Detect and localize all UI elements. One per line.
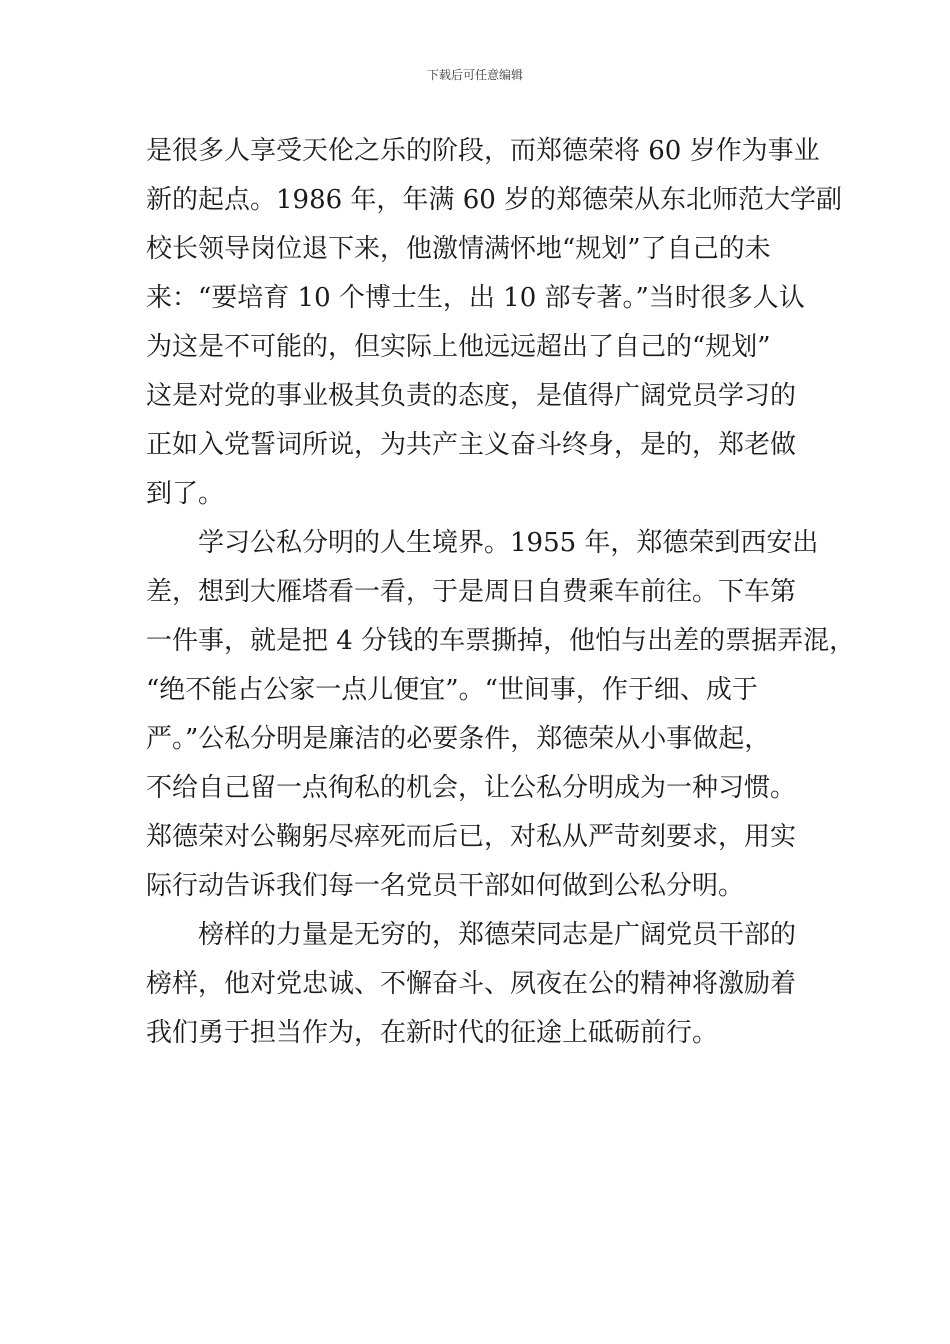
text-line: 际行动告诉我们每一名党员干部如何做到公私分明。 (146, 871, 745, 901)
text-line: 郑德荣对公鞠躬尽瘁死而后已，对私从严苛刻要求，用实 (146, 822, 797, 852)
text-line: 新的起点。1986 年，年满 60 岁的郑德荣从东北师范大学副 (146, 185, 843, 215)
text-line: 是很多人享受天伦之乐的阶段，而郑德荣将 60 岁作为事业 (146, 136, 820, 166)
text-line: 正如入党誓词所说，为共产主义奋斗终身，是的，郑老做 (146, 430, 797, 460)
text-line: 榜样的力量是无穷的，郑德荣同志是广阔党员干部的 (198, 920, 797, 950)
page-header: 下载后可任意编辑 (426, 68, 523, 82)
text-line: 这是对党的事业极其负责的态度，是值得广阔党员学习的 (146, 381, 797, 411)
text-line: 校长领导岗位退下来，他激情满怀地“规划”了自己的未 (146, 234, 771, 264)
text-line: 一件事，就是把 4 分钱的车票撕掉，他怕与出差的票据弄混， (146, 626, 856, 656)
text-line: 到了。 (146, 479, 225, 509)
text-line: 为这是不可能的，但实际上他远远超出了自己的“规划” (146, 332, 771, 362)
document-body (146, 127, 856, 1058)
text-line: 不给自己留一点徇私的机会，让公私分明成为一种习惯。 (146, 773, 797, 803)
text-line: 差，想到大雁塔看一看，于是周日自费乘车前往。下车第 (146, 577, 797, 607)
text-line: “绝不能占公家一点儿便宜”。“世间事，作于细、成于 (146, 675, 758, 705)
text-line: 严。”公私分明是廉洁的必要条件，郑德荣从小事做起， (146, 724, 771, 754)
text-line: 来：“要培育 10 个博士生，出 10 部专著。”当时很多人认 (146, 283, 805, 313)
text-line: 榜样，他对党忠诚、不懈奋斗、夙夜在公的精神将激励着 (146, 969, 797, 999)
text-line: 我们勇于担当作为，在新时代的征途上砥砺前行。 (146, 1018, 719, 1048)
text-line: 学习公私分明的人生境界。1955 年，郑德荣到西安出 (198, 528, 819, 558)
